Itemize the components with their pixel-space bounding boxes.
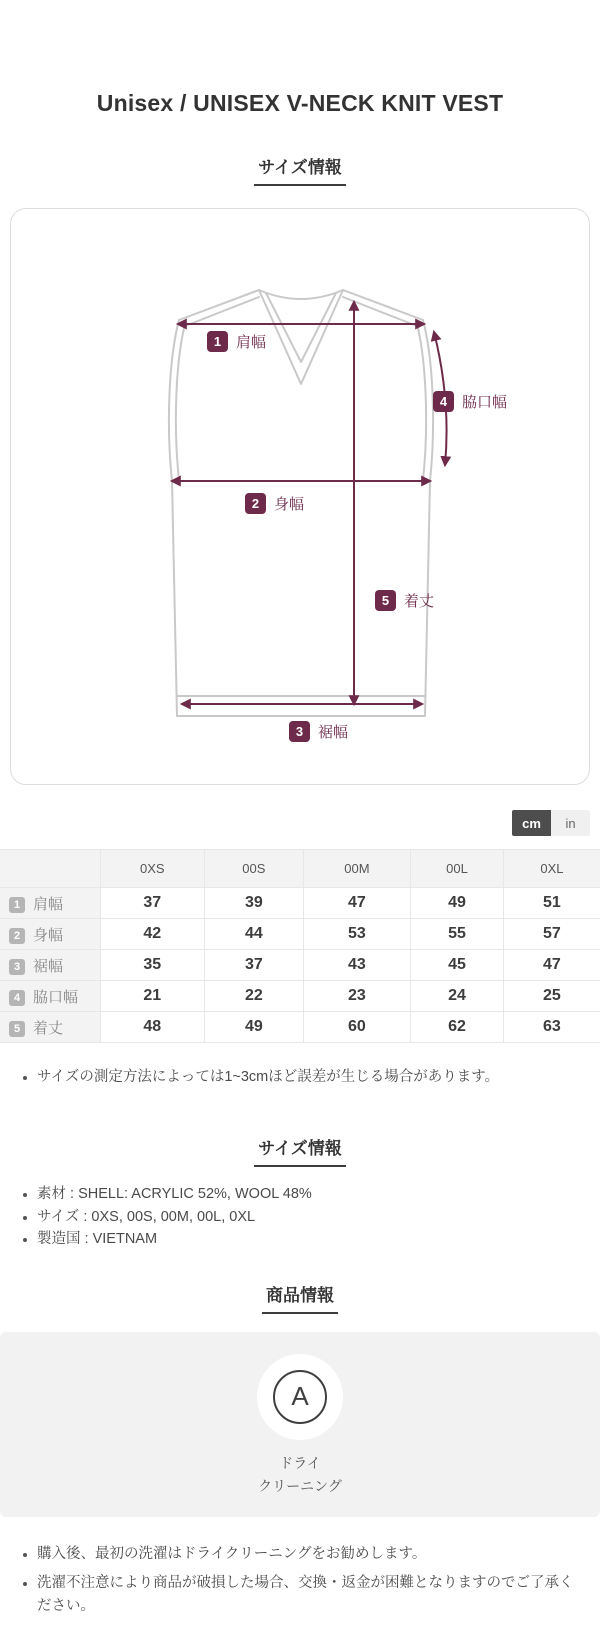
row-1-badge: 1 (9, 897, 25, 913)
table-row (0, 919, 600, 950)
care-notes-list (0, 1543, 600, 1617)
dry-cleaning-icon: A (273, 1370, 327, 1424)
size-info-heading: サイズ情報 (254, 153, 346, 186)
cell-value: 43 (303, 950, 410, 981)
cell-value: 53 (303, 919, 410, 950)
cell-value: 60 (303, 1012, 410, 1043)
cell-value: 24 (411, 981, 504, 1012)
table-row (0, 981, 600, 1012)
row-2-badge: 2 (9, 928, 25, 944)
row-label: 肩幅 (33, 895, 64, 913)
measure-3-badge: 3 (289, 721, 310, 742)
cell-value: 35 (100, 950, 205, 981)
material-info-heading: サイズ情報 (254, 1134, 346, 1167)
unit-in-button[interactable]: in (551, 810, 590, 836)
cell-value: 37 (205, 950, 304, 981)
diagram-label-length: 5 着丈 (375, 590, 434, 611)
care-note: • 洗濯不注意により商品が破損した場合、交換・返金が困難となりますのでご了承ください。 (37, 1572, 582, 1617)
cell-value: 57 (503, 919, 600, 950)
row-4-badge: 4 (9, 990, 25, 1006)
size-note-list (0, 1066, 600, 1088)
care-instructions-panel (0, 1332, 600, 1517)
table-row (0, 888, 600, 919)
cell-value: 42 (100, 919, 205, 950)
page-title: Unisex / UNISEX V-NECK KNIT VEST (96, 90, 504, 116)
cell-value: 63 (503, 1012, 600, 1043)
row-label: 身幅 (33, 926, 64, 944)
row-3-badge: 3 (9, 959, 25, 975)
row-label: 裾幅 (33, 957, 64, 975)
sizes-item: • サイズ : 0XS, 00S, 00M, 00L, 0XL (37, 1206, 582, 1228)
column-header: 0XL (503, 850, 600, 888)
diagram-label-body-width: 2 身幅 (245, 493, 304, 514)
measure-1-badge: 1 (207, 331, 228, 352)
care-note: • 購入後、最初の洗濯はドライクリーニングをお勧めします。 (37, 1543, 582, 1565)
diagram-label-armhole-width: 4 脇口幅 (433, 391, 507, 412)
size-tolerance-note: • サイズの測定方法によっては1~3cmほど誤差が生じる場合があります。 (37, 1066, 582, 1088)
size-table-header-row (0, 850, 600, 888)
cell-value: 48 (100, 1012, 205, 1043)
product-info-heading: 商品情報 (262, 1281, 338, 1314)
table-row (0, 950, 600, 981)
cell-value: 44 (205, 919, 304, 950)
row-5-badge: 5 (9, 1021, 25, 1037)
material-item: • 素材 : SHELL: ACRYLIC 52%, WOOL 48% (37, 1183, 582, 1205)
column-header: 00M (303, 850, 410, 888)
care-symbol-label: ドライ クリーニング (258, 1454, 342, 1494)
cell-value: 37 (100, 888, 205, 919)
cell-value: 47 (303, 888, 410, 919)
table-row (0, 1012, 600, 1043)
care-symbol-background (257, 1354, 343, 1440)
size-table-corner-cell (0, 850, 100, 888)
diagram-label-shoulder-width: 1 肩幅 (207, 331, 266, 352)
cell-value: 55 (411, 919, 504, 950)
material-info-list (0, 1183, 600, 1250)
row-label: 着丈 (33, 1019, 64, 1037)
cell-value: 62 (411, 1012, 504, 1043)
cell-value: 39 (205, 888, 304, 919)
cell-value: 21 (100, 981, 205, 1012)
cell-value: 47 (503, 950, 600, 981)
cell-value: 25 (503, 981, 600, 1012)
cell-value: 45 (411, 950, 504, 981)
column-header: 00L (411, 850, 504, 888)
cell-value: 49 (411, 888, 504, 919)
row-label: 脇口幅 (33, 988, 79, 1006)
measure-4-badge: 4 (433, 391, 454, 412)
cell-value: 51 (503, 888, 600, 919)
unit-toggle (10, 810, 590, 836)
size-table (0, 849, 600, 1043)
size-diagram (10, 208, 590, 785)
country-item: • 製造国 : VIETNAM (37, 1228, 582, 1250)
column-header: 00S (205, 850, 304, 888)
cell-value: 22 (205, 981, 304, 1012)
diagram-label-hem-width: 3 裾幅 (289, 721, 348, 742)
cell-value: 23 (303, 981, 410, 1012)
cell-value: 49 (205, 1012, 304, 1043)
column-header: 0XS (100, 850, 205, 888)
measure-5-badge: 5 (375, 590, 396, 611)
unit-cm-button[interactable]: cm (512, 810, 551, 836)
measure-2-badge: 2 (245, 493, 266, 514)
